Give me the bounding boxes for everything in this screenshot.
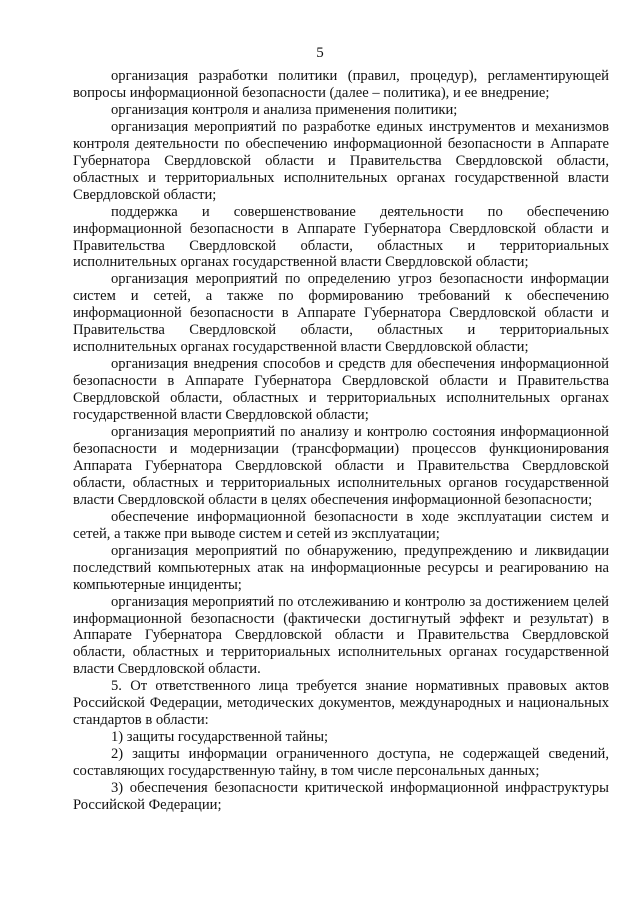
paragraph: организация мероприятий по разработке единых инструментов и механизмов контроля деятельности по обеспечению информационной безопасности в Аппарате Губернатора Свердловской области и Правительства Свердловской области, областных и территориальных исполнительных органах государственной власти Свердловской области; xyxy=(73,118,609,203)
paragraph: организация разработки политики (правил, процедур), регламентирующей вопросы информационной безопасности (далее – политика), и ее внедрение; xyxy=(73,68,609,101)
document-body xyxy=(73,68,609,814)
paragraph: 5. От ответственного лица требуется знание нормативных правовых актов Российской Федерации, методических документов, международных и национальных стандартов в области: xyxy=(73,678,609,729)
paragraph: организация мероприятий по определению угроз безопасности информации систем и сетей, а также по формированию требований к обеспечению информационной безопасности в Аппарате Губернатора Свердловской области и Правительства Свердловской области, областных и территориальных исполнительных органах государственной власти Свердловской области; xyxy=(73,271,609,356)
paragraph: организация контроля и анализа применения политики; xyxy=(111,101,458,118)
list-item: 3) обеспечения безопасности критической информационной инфраструктуры Российской Федерации; xyxy=(73,780,609,813)
page-number: 5 xyxy=(316,45,324,61)
paragraph: организация мероприятий по отслеживанию и контролю за достижением целей информационной безопасности (фактически достигнутый эффект и результат) в Аппарате Губернатора Свердловской области и Правительства Свердловской области, областных и территориальных исполнительных органах государственной власти Свердловской области. xyxy=(73,593,609,678)
paragraph: обеспечение информационной безопасности в ходе эксплуатации систем и сетей, а также при выводе систем и сетей из эксплуатации; xyxy=(73,508,609,542)
paragraph: организация мероприятий по анализу и контролю состояния информационной безопасности и модернизации (трансформации) процессов функционирования Аппарата Губернатора Свердловской области и Правительства Свердловской области, областных и территориальных исполнительных органов государственной власти Свердловской области в целях обеспечения информационной безопасности; xyxy=(73,424,609,508)
paragraph: организация внедрения способов и средств для обеспечения информационной безопасности в Аппарате Губернатора Свердловской области и Правительства Свердловской области, областных и территориальных исполнительных органах государственной власти Свердловской области; xyxy=(73,356,609,424)
list-item: 1) защиты государственной тайны; xyxy=(111,729,329,746)
list-item: 2) защиты информации ограниченного доступа, не содержащей сведений, составляющих государственную тайну, в том числе персональных данных; xyxy=(73,746,609,780)
paragraph: поддержка и совершенствование деятельности по обеспечению информационной безопасности в Аппарате Губернатора Свердловской области и Правительства Свердловской области, областных и территориальных исполнительных органах государственной власти Свердловской области; xyxy=(73,203,609,271)
paragraph: организация мероприятий по обнаружению, предупреждению и ликвидации последствий компьютерных атак на информационные ресурсы и реагированию на компьютерные инциденты; xyxy=(73,542,609,593)
